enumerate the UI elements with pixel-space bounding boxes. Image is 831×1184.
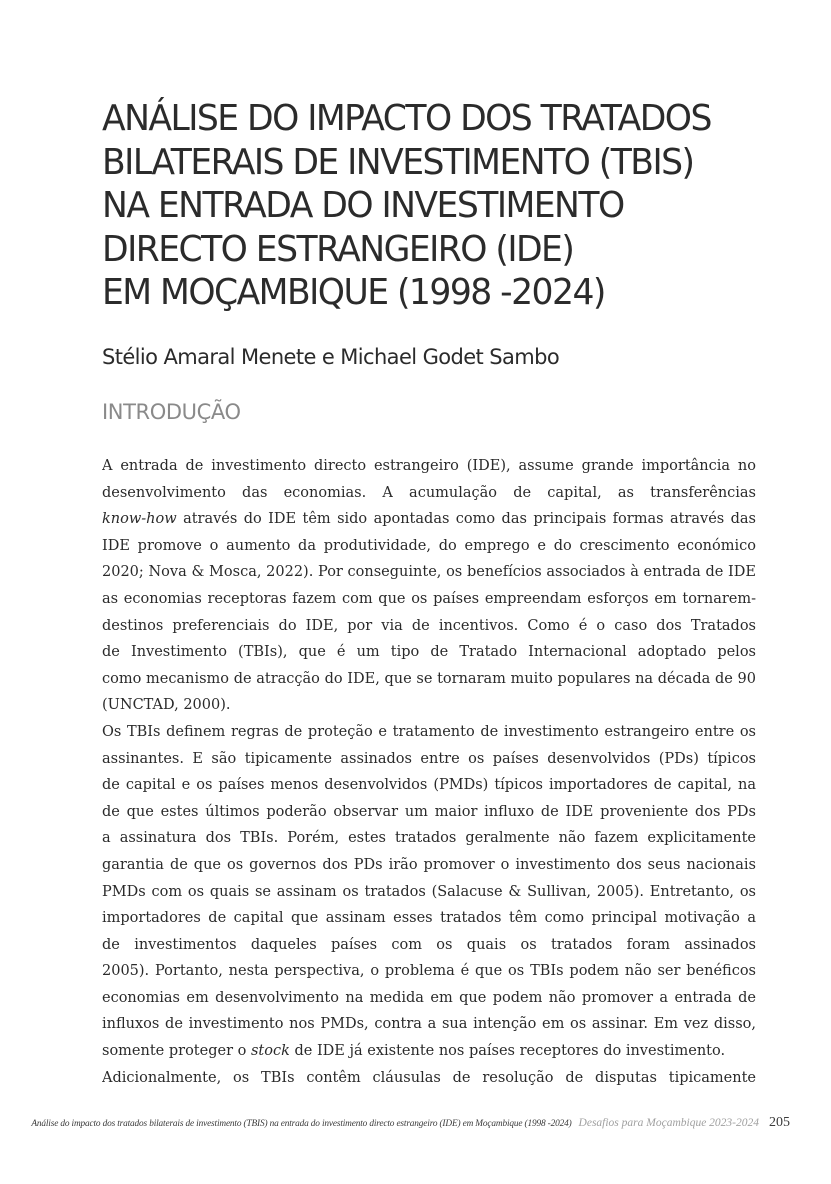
body-line: Adicionalmente, os TBIs contêm cláusulas de resolução de disputas tipicamente (102, 1069, 756, 1086)
body-line: garantia de que os governos dos PDs irão promover o investimento dos seus nacionais (102, 856, 756, 873)
title-line: BILATERAIS DE INVESTIMENTO (TBIS) (102, 141, 694, 183)
title-line: ANÁLISE DO IMPACTO DOS TRATADOS (102, 98, 711, 139)
body-line: IDE promove o aumento da produtividade, do emprego e do crescimento económico (102, 537, 756, 554)
title-line: DIRECTO ESTRANGEIRO (IDE) (102, 228, 574, 270)
body-line: somente proteger o stock de IDE já existente nos países receptores do investimento. (102, 1043, 726, 1060)
page-number: 205 (769, 1115, 790, 1130)
section-heading: INTRODUÇÃO (102, 400, 241, 424)
title-line: NA ENTRADA DO INVESTIMENTO (102, 185, 624, 226)
body-line: destinos preferenciais do IDE, por via de incentivos. Como é o caso dos Tratados (102, 617, 756, 634)
body-line: de que estes últimos poderão observar um maior influxo de IDE proveniente dos PDs (102, 803, 756, 820)
title-line: EM MOÇAMBIQUE (1998 -2024) (102, 272, 605, 313)
italic-term: stock (250, 1043, 290, 1060)
body-line: de Investimento (TBIs), que é um tipo de Tratado Internacional adoptado pelos (102, 644, 756, 661)
body-line: Os TBIs definem regras de proteção e tratamento de investimento estrangeiro entre os (102, 723, 756, 740)
body-text (102, 453, 756, 1091)
body-line: como mecanismo de atracção do IDE, que se tornaram muito populares na década de 90 (102, 670, 756, 687)
body-line: 2005). Portanto, nesta perspectiva, o problema é que os TBIs podem não ser benéficos (102, 963, 756, 980)
body-line: influxos de investimento nos PMDs, contra a sua intenção em os assinar. Em vez disso, (102, 1016, 756, 1033)
footer-publication: Desafios para Moçambique 2023-2024 (578, 1117, 759, 1129)
body-line: PMDs com os quais se assinam os tratados (Salacuse & Sullivan, 2005). Entretanto, os (102, 883, 756, 900)
page-footer (0, 1113, 790, 1131)
body-line: (UNCTAD, 2000). (102, 697, 231, 714)
body-line: assinantes. E são tipicamente assinados entre os países desenvolvidos (PDs) típicos (102, 750, 756, 767)
article-authors: Stélio Amaral Menete e Michael Godet Sambo (102, 345, 560, 369)
body-line: economias em desenvolvimento na medida em que podem não promover a entrada de (102, 989, 756, 1006)
body-line: importadores de capital que assinam esses tratados têm como principal motivação a (102, 910, 756, 927)
body-line: a assinatura dos TBIs. Porém, estes tratados geralmente não fazem explicitamente (102, 830, 756, 847)
body-line: desenvolvimento das economias. A acumulação de capital, as transferências (102, 484, 756, 501)
body-line: 2020; Nova & Mosca, 2022). Por conseguinte, os benefícios associados à entrada de IDE (102, 564, 756, 581)
footer-caption: Análise do impacto dos tratados bilaterais de investimento (TBIS) na entrada do investimento directo estrangeiro (IDE) em Moçambique (1998 -2024) (31, 1119, 572, 1129)
body-line: de investimentos daqueles países com os quais os tratados foram assinados (102, 936, 756, 953)
body-line: as economias receptoras fazem com que os países empreendam esforços em tornarem- (102, 590, 756, 607)
article-title (102, 97, 755, 315)
italic-term: know-how (102, 511, 177, 528)
body-line: de capital e os países menos desenvolvidos (PMDs) típicos importadores de capital, na (102, 777, 756, 794)
body-line: A entrada de investimento directo estrangeiro (IDE), assume grande importância no (102, 458, 756, 474)
body-line: know-how através do IDE têm sido apontadas como das principais formas através das (102, 511, 756, 528)
